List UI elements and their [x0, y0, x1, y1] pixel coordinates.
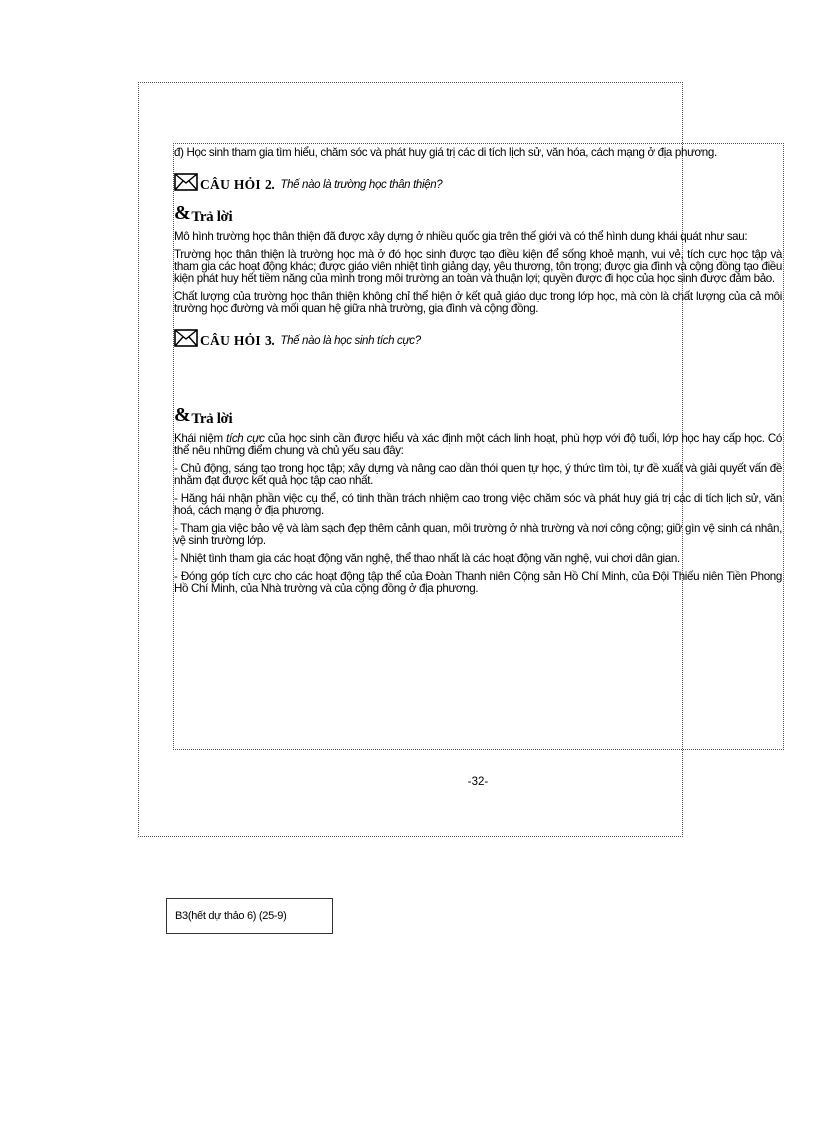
question-label: CÂU HỎI [200, 333, 261, 348]
page-content [174, 147, 782, 601]
answer-2-paragraph: Chất lượng của trường học thân thiện không chỉ thể hiện ở kết quả giáo dục trong lớp học, mà còn là chất lượng của cả môi trường học đường và mối quan hệ giữa nhà trường, gia đình và cộng đồng. [174, 290, 782, 315]
version-note-box: B3(hết dự thảo 6) (25-9) [166, 898, 333, 934]
answer-3-heading [174, 405, 782, 425]
intro-suffix: của học sinh cần được hiểu và xác định một cách linh hoạt, phù hợp với độ tuổi, lớp học hay cấp học. Có thể nêu những điểm chung và chủ yếu sau đây: [174, 432, 782, 457]
question-number: 2. [264, 177, 275, 192]
question-text: Thế nào là học sinh tích cực? [280, 335, 421, 347]
question-number: 3. [264, 333, 275, 348]
question-label: CÂU HỎI [200, 177, 261, 192]
intro-item: đ) Học sinh tham gia tìm hiểu, chăm sóc và phát huy giá trị các di tích lịch sử, văn hóa, cách mạng ở địa phương. [174, 146, 717, 159]
answer-3-intro [174, 433, 782, 457]
ampersand-icon: & [174, 202, 191, 224]
page-number: -32- [467, 776, 489, 788]
ampersand-icon: & [174, 404, 191, 426]
answer-2-paragraph: Trường học thân thiện là trường học mà ở đó học sinh được tạo điều kiện để sống khoẻ mạnh, vui vẻ, tích cực học tập và tham gia các hoạt động khác; được giáo viên nhiệt tình giảng dạy, yêu thương, tôn trọng; được gia đình và cộng đồng tạo điều kiện phát huy hết tiềm năng của mình trong môi trường an toàn và thuận lợi; quyền được đi học của học sinh được đảm bảo. [174, 248, 782, 285]
bullet-item: - Hăng hái nhận phần việc cụ thể, có tinh thần trách nhiệm cao trong việc chăm sóc và phát huy giá trị các di tích lịch sử, văn hoá, cách mạng ở địa phương. [174, 492, 782, 517]
envelope-icon [174, 173, 198, 191]
bullet-item: - Chủ động, sáng tạo trong học tập; xây dựng và nâng cao dần thói quen tự học, ý thức tìm tòi, tự đề xuất và giải quyết vấn đề nhằm đạt được kết quả học tập cao nhất. [174, 462, 782, 487]
intro-italic-term: tích cực [226, 432, 265, 445]
question-2-heading [174, 173, 782, 191]
bullet-item: - Tham gia việc bảo vệ và làm sạch đẹp thêm cảnh quan, môi trường ở nhà trường và nơi công cộng; giữ gìn vệ sinh cá nhân, vệ sinh trường lớp. [174, 522, 782, 547]
answer-label: Trả lời [191, 209, 233, 225]
answer-2-paragraph: Mô hình trường học thân thiện đã được xây dựng ở nhiều quốc gia trên thế giới và có thể hình dung khái quát như sau: [174, 230, 748, 243]
blank-space [174, 359, 782, 403]
question-text: Thế nào là trường học thân thiện? [280, 179, 443, 191]
envelope-icon [174, 329, 198, 347]
question-3-heading [174, 329, 782, 347]
intro-prefix: Khái niệm [174, 432, 227, 445]
bullet-item: - Nhiệt tình tham gia các hoạt động văn nghệ, thể thao nhất là các hoạt động văn nghệ, vui chơi dân gian. [174, 552, 680, 565]
bullet-item: - Đóng góp tích cực cho các hoạt động tập thể của Đoàn Thanh niên Cộng sản Hồ Chí Minh, của Đội Thiếu niên Tiền Phong Hồ Chí Minh, của Nhà trường và của cộng đồng ở địa phương. [174, 570, 782, 595]
answer-label: Trả lời [191, 411, 233, 427]
answer-2-heading [174, 203, 782, 223]
